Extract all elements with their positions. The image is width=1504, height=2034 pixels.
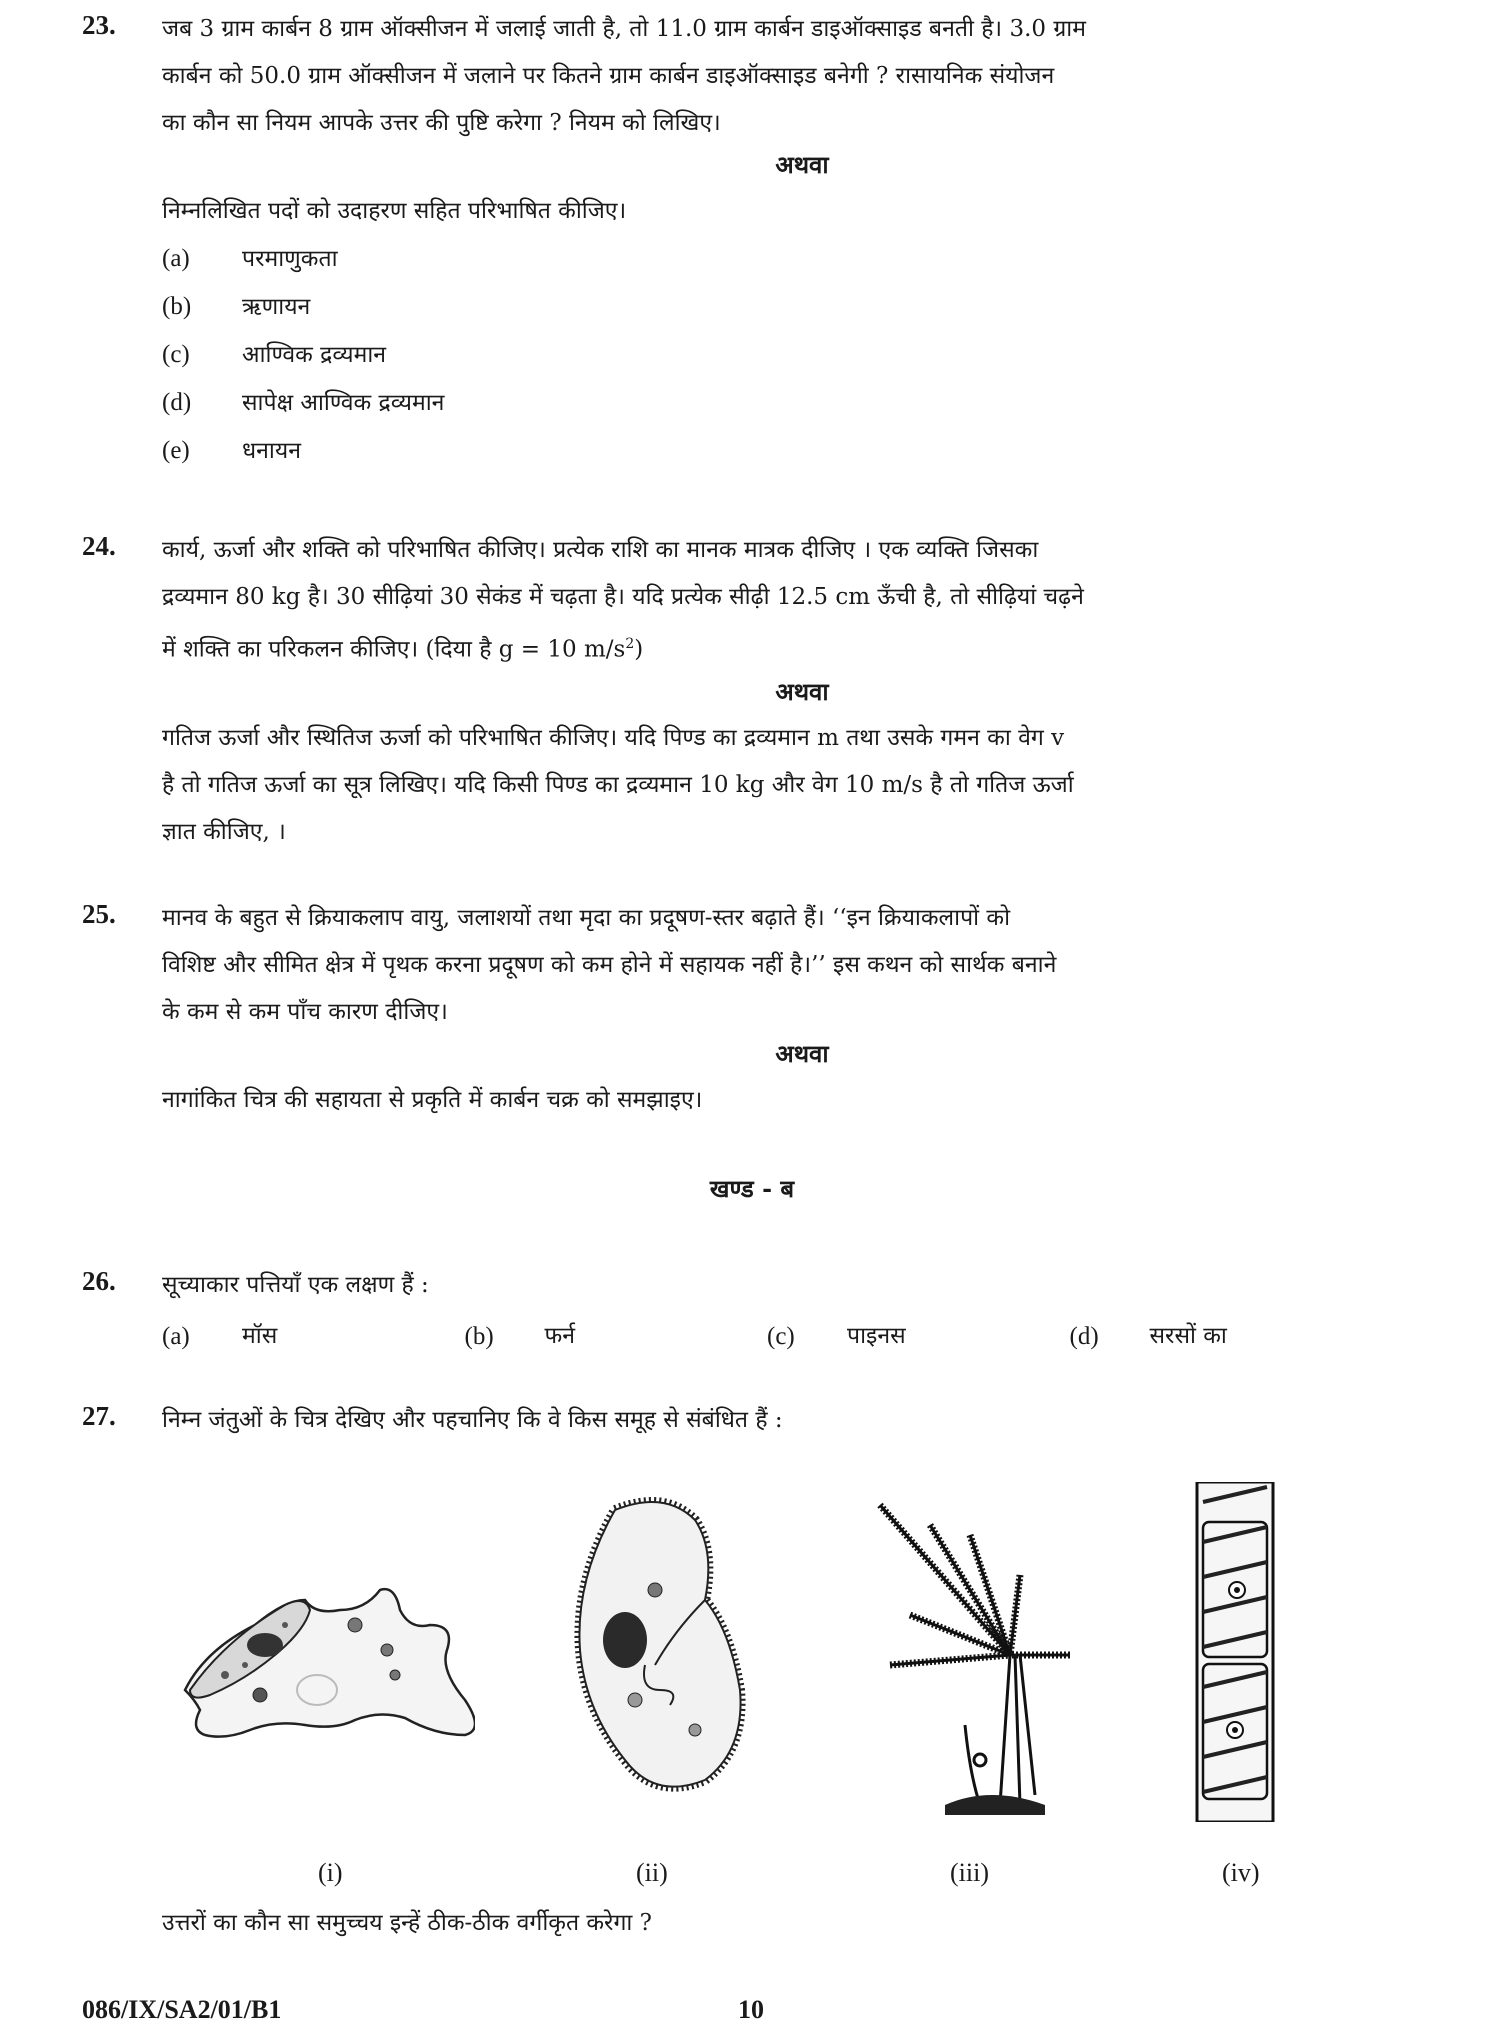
options-row bbox=[162, 1313, 1372, 1360]
question-number: 25. bbox=[82, 899, 116, 929]
question-text-line: कार्बन को 50.0 ग्राम ऑक्सीजन में जलाने पर कितने ग्राम कार्बन डाइऑक्साइड बनेगी ? रासायनिक संयोजन bbox=[162, 63, 1055, 89]
follow-up-question: उत्तरों का कौन सा समुच्चय इन्हें ठीक-ठीक वर्गीकृत करेगा ? bbox=[162, 1910, 652, 1936]
or-divider: अथवा bbox=[775, 1039, 829, 1068]
question-26 bbox=[82, 1262, 1372, 1360]
alternative-text-line: गतिज ऊर्जा और स्थितिज ऊर्जा को परिभाषित कीजिए। यदि पिण्ड का द्रव्यमान m तथा उसके गमन का वेग v bbox=[162, 724, 1065, 751]
question-25 bbox=[82, 895, 1372, 1124]
question-number: 23. bbox=[82, 10, 116, 40]
option-label: (c) bbox=[767, 1323, 795, 1350]
item-label: (b) bbox=[162, 293, 192, 320]
option-text: फर्न bbox=[544, 1323, 575, 1349]
paper-code: 086/IX/SA2/01/B1 bbox=[82, 1995, 282, 2024]
term-item bbox=[162, 331, 1372, 379]
superscript: 2 bbox=[625, 636, 635, 652]
option-text: सरसों का bbox=[1149, 1323, 1227, 1349]
given-text: में शक्ति का परिकलन कीजिए। (दिया है g = 10 m/s bbox=[162, 636, 626, 663]
question-text-line: द्रव्यमान 80 kg है। 30 सीढ़ियां 30 सेकंड में चढ़ता है। यदि प्रत्येक सीढ़ी 12.5 cm ऊँची है, तो सीढ़ियां चढ़ने bbox=[162, 584, 1084, 610]
alternative-text-line: ज्ञात कीजिए, । bbox=[162, 818, 286, 845]
figure-label: (iv) bbox=[1222, 1858, 1260, 1887]
item-label: (c) bbox=[162, 341, 190, 368]
option-b bbox=[465, 1313, 768, 1360]
fern-illustration bbox=[870, 1495, 1080, 1825]
option-d bbox=[1070, 1313, 1373, 1360]
question-27 bbox=[82, 1397, 1372, 1444]
option-label: (b) bbox=[464, 1323, 494, 1350]
term-item bbox=[162, 235, 1372, 283]
question-27-followup bbox=[82, 1900, 1372, 1947]
item-text: ऋणायन bbox=[242, 294, 311, 320]
close-paren: ) bbox=[634, 636, 644, 663]
question-text-line: विशिष्ट और सीमित क्षेत्र में पृथक करना प्रदूषण को कम होने में सहायक नहीं है।’’ इस कथन को सार्थक बनाने bbox=[162, 952, 1057, 978]
option-label: (a) bbox=[162, 1323, 190, 1350]
question-text-line: जब 3 ग्राम कार्बन 8 ग्राम ऑक्सीजन में जलाई जाती है, तो 11.0 ग्राम कार्बन डाइऑक्साइड बनती है। 3.0 ग्राम bbox=[162, 16, 1087, 42]
question-text-line: कार्य, ऊर्जा और शक्ति को परिभाषित कीजिए। प्रत्येक राशि का मानक मात्रक दीजिए । एक व्यक्ति जिसका bbox=[162, 537, 1039, 563]
option-text: मॉस bbox=[242, 1323, 278, 1349]
option-label: (d) bbox=[1069, 1323, 1099, 1350]
question-stem: निम्न जंतुओं के चित्र देखिए और पहचानिए कि वे किस समूह से संबंधित हैं : bbox=[162, 1407, 783, 1433]
figure-label: (iii) bbox=[950, 1858, 989, 1887]
question-number: 24. bbox=[82, 531, 116, 561]
question-text-line: का कौन सा नियम आपके उत्तर की पुष्टि करेगा ? नियम को लिखिए। bbox=[162, 110, 721, 136]
option-c bbox=[767, 1313, 1070, 1360]
term-list bbox=[162, 235, 1372, 475]
item-label: (a) bbox=[162, 245, 190, 272]
amoeba-illustration bbox=[165, 1570, 475, 1770]
question-stem: सूच्याकार पत्तियाँ एक लक्षण हैं : bbox=[162, 1272, 429, 1298]
alternative-text-line: है तो गतिज ऊर्जा का सूत्र लिखिए। यदि किसी पिण्ड का द्रव्यमान 10 kg और वेग 10 m/s है तो गतिज ऊर्जा bbox=[162, 771, 1074, 798]
option-a bbox=[162, 1313, 465, 1360]
item-label: (d) bbox=[162, 389, 192, 416]
figure-label: (i) bbox=[318, 1858, 343, 1887]
item-text: आण्विक द्रव्यमान bbox=[242, 342, 387, 368]
item-text: सापेक्ष आण्विक द्रव्यमान bbox=[242, 390, 445, 416]
alternative-intro: निम्नलिखित पदों को उदाहरण सहित परिभाषित कीजिए। bbox=[162, 198, 627, 224]
item-label: (e) bbox=[162, 437, 190, 464]
or-divider: अथवा bbox=[775, 150, 829, 179]
page-number: 10 bbox=[738, 1995, 764, 2024]
term-item bbox=[162, 283, 1372, 331]
question-text-line: के कम से कम पाँच कारण दीजिए। bbox=[162, 999, 448, 1025]
alternative-text-line: नागांकित चित्र की सहायता से प्रकृति में कार्बन चक्र को समझाइए। bbox=[162, 1087, 703, 1113]
spirogyra-illustration bbox=[1195, 1482, 1275, 1822]
item-text: परमाणुकता bbox=[242, 246, 338, 272]
term-item bbox=[162, 379, 1372, 427]
option-text: पाइनस bbox=[847, 1323, 906, 1349]
figures-row bbox=[0, 1470, 1504, 1900]
question-number: 27. bbox=[82, 1401, 116, 1431]
figure-label: (ii) bbox=[636, 1858, 668, 1887]
term-item bbox=[162, 427, 1372, 475]
item-text: धनायन bbox=[242, 438, 301, 464]
question-number: 26. bbox=[82, 1266, 116, 1296]
question-text-line: मानव के बहुत से क्रियाकलाप वायु, जलाशयों तथा मृदा का प्रदूषण-स्तर बढ़ाते हैं। ‘‘इन क्रियाकलापों को bbox=[162, 905, 1011, 931]
question-23 bbox=[82, 6, 1372, 475]
section-heading: खण्ड - ब bbox=[709, 1174, 795, 1203]
or-divider: अथवा bbox=[775, 676, 829, 706]
question-24 bbox=[82, 527, 1372, 856]
question-text-line bbox=[162, 621, 1372, 674]
paramecium-illustration bbox=[555, 1490, 765, 1800]
